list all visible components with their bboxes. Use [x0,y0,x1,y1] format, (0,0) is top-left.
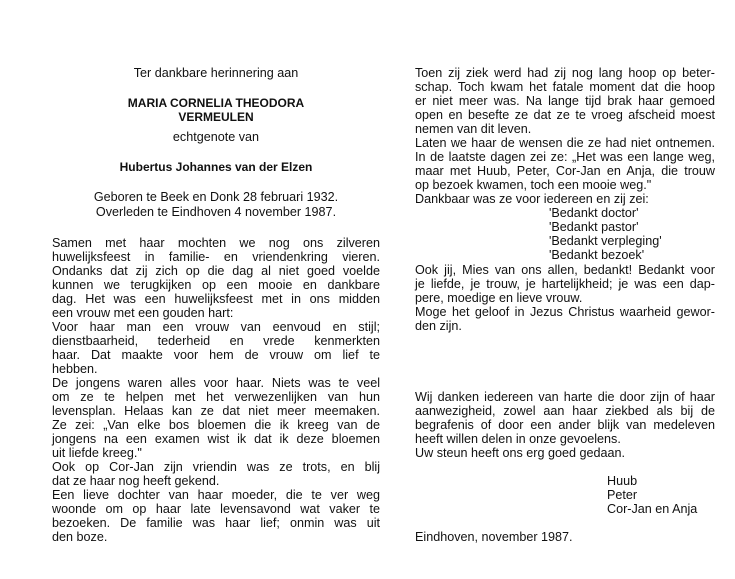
acknowledgement-line: Wij danken iedereen van harte die door zijn of haar [415,390,715,404]
acknowledgement-line: Uw steun heeft ons erg goed gedaan. [415,446,626,460]
body-line: om ze te helpen met het verwezenlijken van hun [52,390,380,404]
body-line: op bezoek kwamen, toch een mooie weg." [415,178,652,192]
thanks-item: 'Bedankt verpleging' [549,234,662,248]
body-line: Ze zei: „Van elke bos bloemen die ik kreeg van de [52,418,380,432]
thanks-item: 'Bedankt doctor' [549,206,639,220]
body-line: Voor haar man een vrouw van eenvoud en stijl; [52,320,380,334]
place-date: Eindhoven, november 1987. [415,530,573,544]
body-line: Laten we haar de wensen die ze had niet ontnemen. [415,136,715,150]
birth-line: Geboren te Beek en Donk 28 februari 1932. [93,190,339,204]
acknowledgement-line: aanwezigheid, zowel aan haar ziekbed als bij de [415,404,715,418]
deceased-name-line2: VERMEULEN [178,110,254,124]
body-line: Dankbaar was ze voor iedereen en zij zei: [415,192,649,206]
body-line: een vrouw met een gouden hart: [52,306,234,320]
body-line: levensplan. Helaas kan ze dat niet meer meemaken. [52,404,380,418]
body-line: Ondanks dat zij zich op die dag al niet goed voelde [52,264,380,278]
body-line: bezoeken. De familie was haar lief; onmin was uit [52,516,380,530]
death-line: Overleden te Eindhoven 4 november 1987. [95,205,337,219]
body-line: In de laatste dagen zei ze: „Het was een lange weg, [415,150,715,164]
closing-line: pere, moedige en lieve vrouw. [415,291,583,305]
body-line: kunnen we terugkijken op een mooie en dankbare [52,278,380,292]
body-line: uit liefde kreeg." [52,446,142,460]
body-line: Een lieve dochter van haar moeder, die te ver weg [52,488,380,502]
signature-name: Huub [607,474,638,488]
thanks-item: 'Bedankt bezoek' [549,248,645,262]
body-line: Toen zij ziek werd had zij nog lang hoop op beter- [415,66,715,80]
acknowledgement-line: begrafenis of door een ander blijk van medeleven [415,418,715,432]
closing-line: Ook jij, Mies van ons allen, bedankt! Bedankt voor [415,263,715,277]
signature-name: Peter [607,488,638,502]
body-line: haar. Dat maakte voor hem de vrouw om lief te [52,348,380,362]
body-line: woonde om op haar late levensavond wat vaker te [52,502,380,516]
body-line: De jongens waren alles voor haar. Niets was te veel [52,376,380,390]
body-line: maar met Huub, Peter, Cor-Jan en Anja, die trouw [415,164,715,178]
body-line: jongens na een examen wist ik dat ik deze bloemen [52,432,380,446]
thanks-item: 'Bedankt pastor' [549,220,639,234]
closing-line: je liefde, je trouw, je hartelijkheid; je was een dap- [415,277,715,291]
body-line: er niet meer was. Na lange tijd brak haar gemoed [415,94,715,108]
body-line: den boze. [52,530,108,544]
deceased-name-line1: MARIA CORNELIA THEODORA [127,96,305,110]
body-line: hebben. [52,362,98,376]
body-line: dienstbaarheid, tederheid en vrede kenmerkten [52,334,380,348]
body-line: Samen met haar mochten we nog ons zilveren [52,236,380,250]
acknowledgement-line: heeft willen delen in onze gevoelens. [415,432,621,446]
body-line: open en besefte ze dat ze te vroeg afscheid moest [415,108,715,122]
body-line: schap. Toch kwam het fatale moment dat die hoop [415,80,715,94]
intro-text: Ter dankbare herinnering aan [133,66,299,80]
body-line: Ook op Cor-Jan zijn vriendin was ze trots, en blij [52,460,380,474]
body-line: dag. Het was een huwelijksfeest met in ons midden [52,292,380,306]
signature-name: Cor-Jan en Anja [607,502,698,516]
closing-line: den zijn. [415,319,462,333]
body-line: nemen van dit leven. [415,122,532,136]
body-line: dat ze haar nog heeft gekend. [52,474,220,488]
body-line: huwelijksfeest in familie- en vriendenkring vieren. [52,250,380,264]
closing-line: Moge het geloof in Jezus Christus waarheid gewor- [415,305,715,319]
spouse-intro: echtgenote van [172,130,260,144]
spouse-name: Hubertus Johannes van der Elzen [119,160,313,174]
